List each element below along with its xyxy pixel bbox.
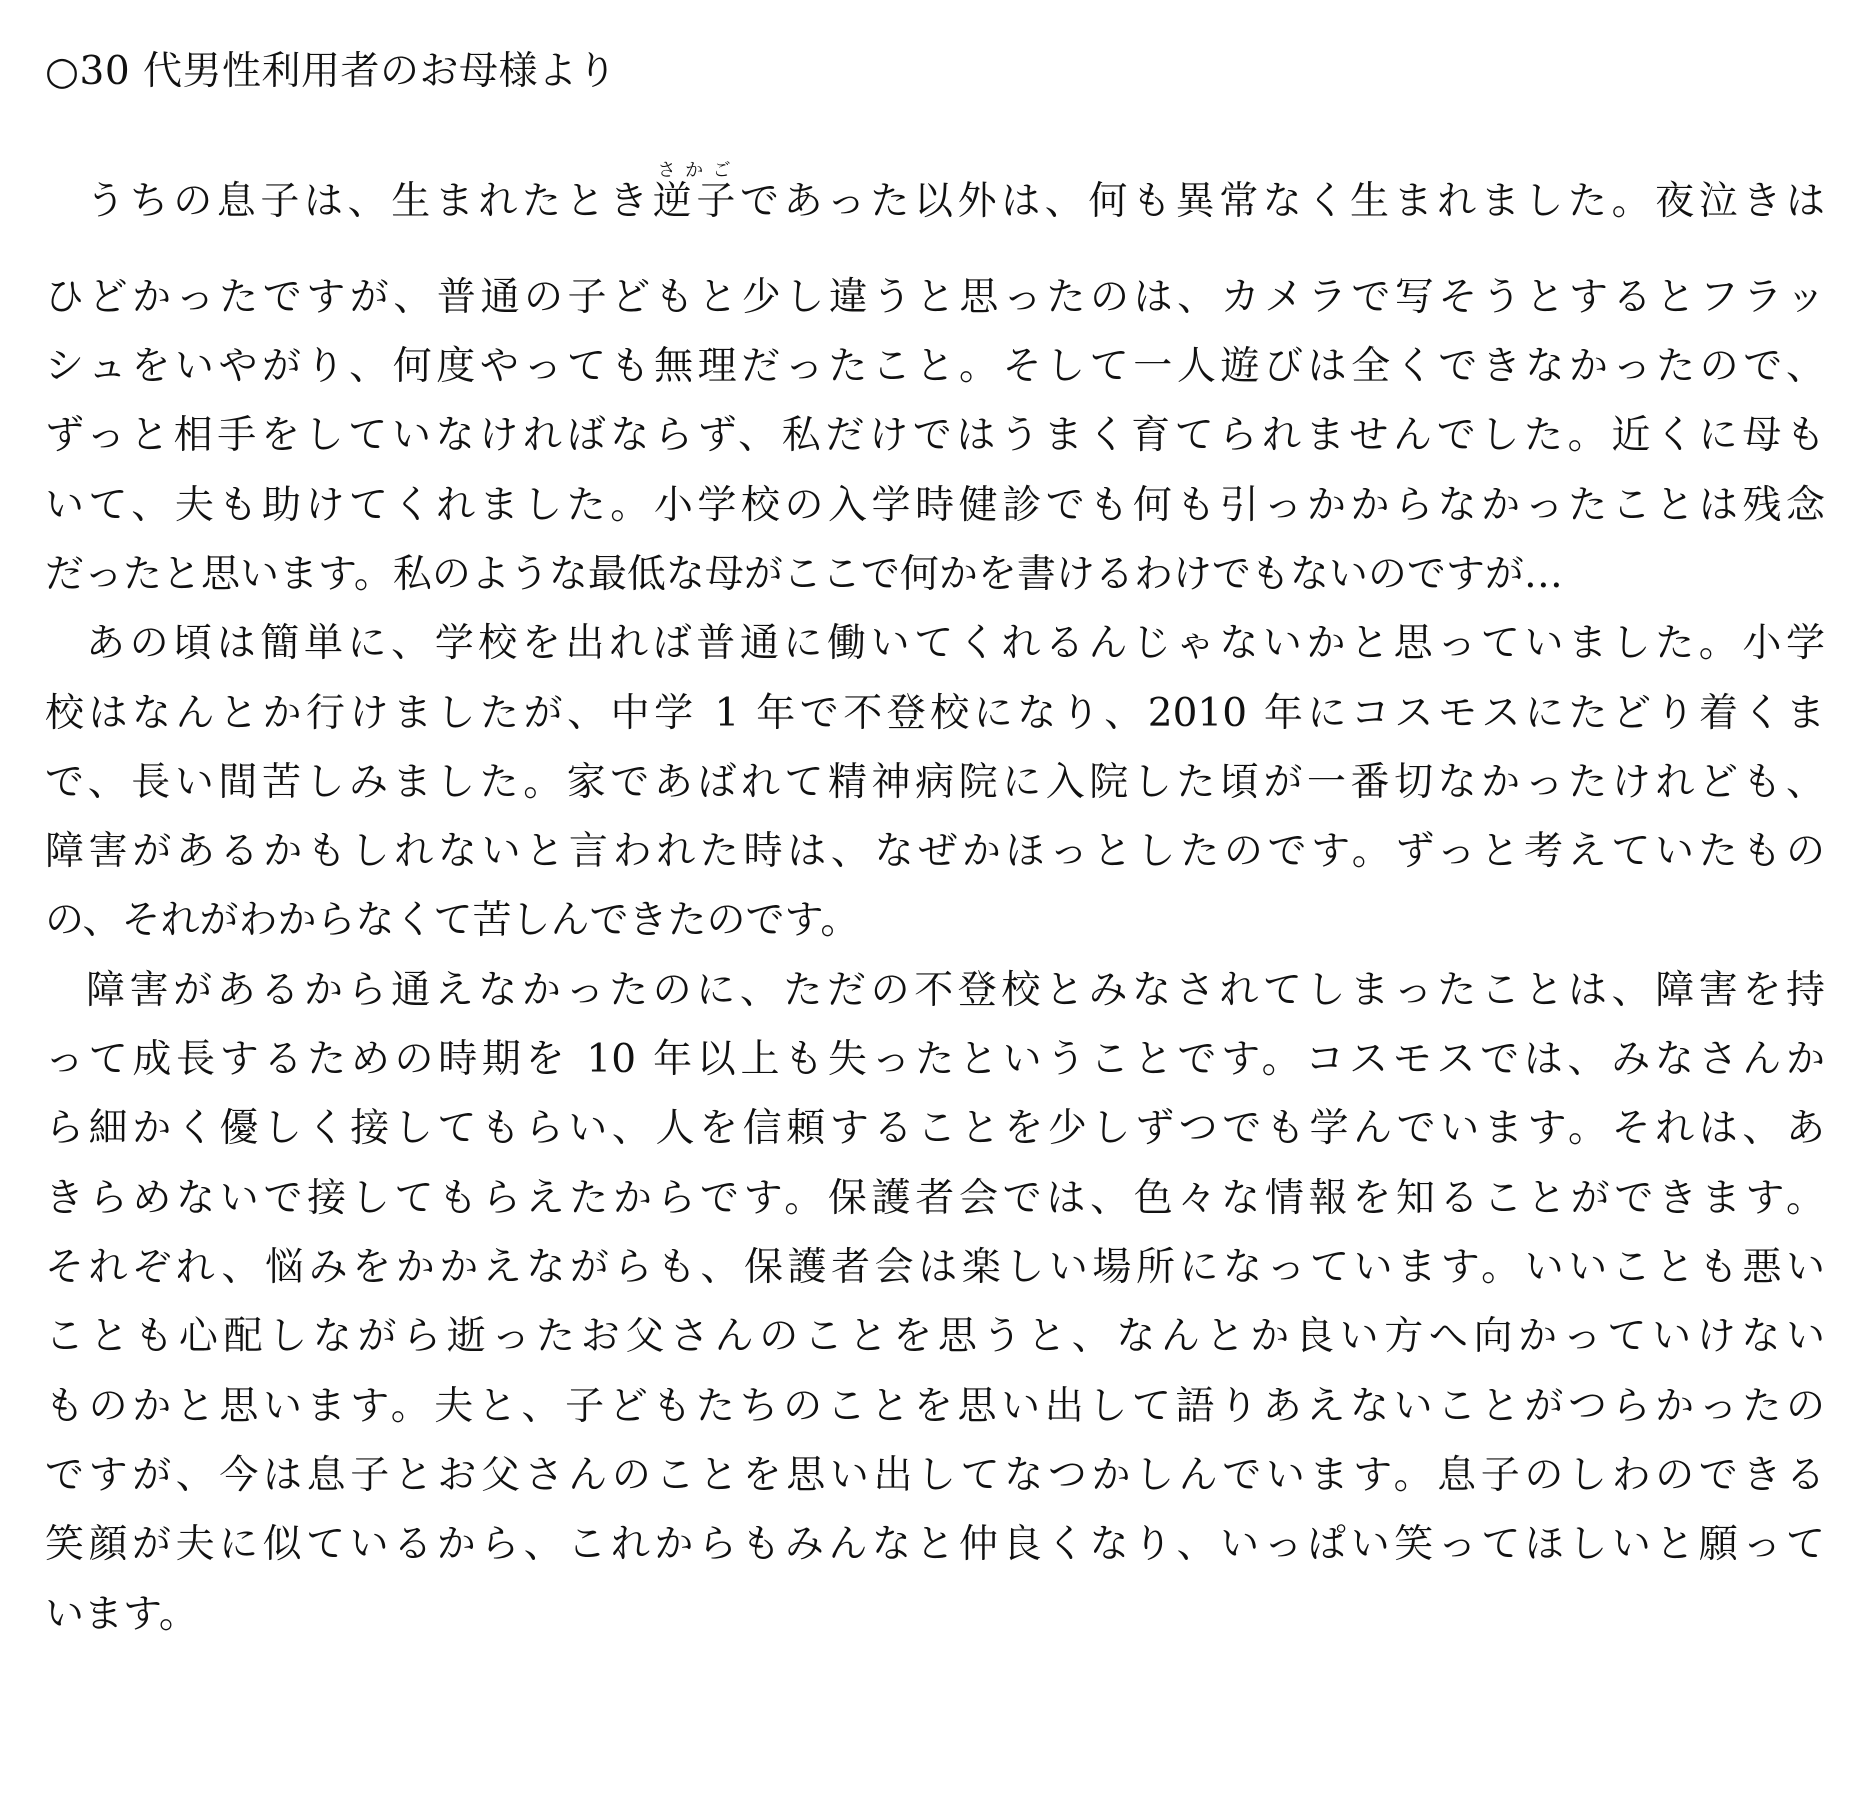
paragraph-3-line-3: ら細かく優しく接してもらい、人を信頼することを少しずつでも学んでいます。それは、あ	[45, 1106, 1825, 1151]
line-text-after-ruby: であった以外は、何も異常なく生まれました。夜泣きは	[740, 179, 1825, 224]
ruby-base-text: 逆子	[652, 179, 740, 224]
ruby-reading: さかご	[652, 160, 736, 181]
paragraph-3-line-10: います。	[45, 1592, 198, 1637]
paragraph-3-line-2: って成長するための時期を 10 年以上も失ったということです。コスモスでは、みなさんか	[45, 1037, 1825, 1082]
paragraph-3-line-5: それぞれ、悩みをかかえながらも、保護者会は楽しい場所になっています。いいことも悪い	[45, 1245, 1825, 1290]
paragraph-3-line-1: 障害があるから通えなかったのに、ただの不登校とみなされてしまったことは、障害を持	[86, 968, 1825, 1013]
paragraph-3-line-9: 笑顔が夫に似ているから、これからもみんなと仲良くなり、いっぱい笑ってほしいと願って	[45, 1522, 1825, 1567]
paragraph-3-line-8: ですが、今は息子とお父さんのことを思い出してなつかしんでいます。息子のしわのできる	[45, 1453, 1825, 1498]
document-heading: ○30 代男性利用者のお母様より	[45, 49, 618, 94]
line-text-before-ruby: うちの息子は、生まれたとき	[86, 179, 653, 224]
paragraph-2-line-5: の、それがわからなくて苦しんできたのです。	[45, 898, 860, 943]
paragraph-2-line-4: 障害があるかもしれないと言われた時は、なぜかほっとしたのです。ずっと考えていたもの	[45, 829, 1825, 874]
paragraph-1-line-4: ずっと相手をしていなければならず、私だけではうまく育てられませんでした。近くに母も	[45, 413, 1825, 458]
paragraph-3-line-4: きらめないで接してもらえたからです。保護者会では、色々な情報を知ることができます。	[45, 1176, 1825, 1221]
ruby-annotated-word	[652, 160, 740, 224]
paragraph-2-line-2: 校はなんとか行けましたが、中学 1 年で不登校になり、2010 年にコスモスにたどり着くま	[45, 691, 1825, 736]
paragraph-1-line-3: シュをいやがり、何度やっても無理だったこと。そして一人遊びは全くできなかったので、	[45, 344, 1825, 389]
paragraph-1-line-1	[45, 160, 1825, 230]
paragraph-2-line-3: で、長い間苦しみました。家であばれて精神病院に入院した頃が一番切なかったけれども、	[45, 760, 1825, 805]
paragraph-3-line-6: ことも心配しながら逝ったお父さんのことを思うと、なんとか良い方へ向かっていけない	[45, 1314, 1825, 1359]
paragraph-1-line-5: いて、夫も助けてくれました。小学校の入学時健診でも何も引っかからなかったことは残念	[45, 483, 1825, 528]
paragraph-2-line-1: あの頃は簡単に、学校を出れば普通に働いてくれるんじゃないかと思っていました。小学	[86, 621, 1825, 666]
paragraph-3-line-7: ものかと思います。夫と、子どもたちのことを思い出して語りあえないことがつらかったの	[45, 1384, 1825, 1429]
paragraph-1-line-2: ひどかったですが、普通の子どもと少し違うと思ったのは、カメラで写そうとするとフラッ	[45, 275, 1825, 320]
paragraph-1-line-6: だったと思います。私のような最低な母がここで何かを書けるわけでもないのですが…	[45, 552, 1563, 597]
